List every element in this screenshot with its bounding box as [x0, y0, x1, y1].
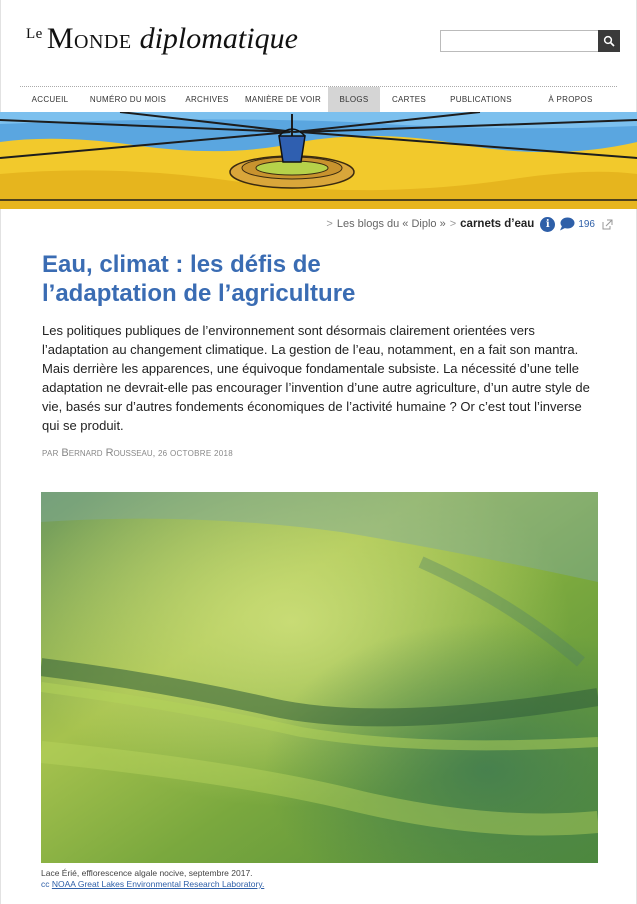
logo-le: Le	[26, 26, 43, 42]
nav-item-accueil[interactable]: ACCUEIL	[31, 95, 69, 104]
article-photo	[41, 492, 598, 863]
article-title-line: l’adaptation de l’agriculture	[42, 280, 356, 307]
breadcrumb-current-blog[interactable]: carnets d’eau	[460, 218, 535, 230]
caption-license: cc	[41, 879, 50, 889]
magnifier-icon	[603, 35, 615, 47]
nav-item-cartes[interactable]: CARTES	[391, 95, 427, 104]
nav-item-maniere-de-voir[interactable]: MANIÈRE DE VOIR	[244, 95, 322, 104]
search-button[interactable]	[598, 30, 620, 52]
logo-diplomatique: diplomatique	[139, 22, 298, 55]
info-icon[interactable]: i	[540, 217, 555, 232]
nav-item-a-propos[interactable]: À PROPOS	[548, 95, 593, 104]
comments-link[interactable]	[559, 217, 595, 231]
site-logo[interactable]	[26, 22, 298, 56]
blog-banner-illustration	[0, 112, 637, 209]
article-title	[42, 250, 602, 308]
breadcrumb-separator: >	[326, 218, 333, 230]
nav-item-publications[interactable]: PUBLICATIONS	[450, 95, 512, 104]
comment-count: 196	[578, 218, 595, 230]
search-input[interactable]	[441, 31, 598, 51]
breadcrumb	[322, 215, 613, 233]
article-lead: Les politiques publiques de l’environnement sont désormais clairement orientées vers l’adaptation au changement climatique. La gestion de l’eau, notamment, en a fait son mantra. Mais derrière les apparences, une équivoque fondamentale subsiste. La nécessité d’une telle adaptation ne devrait-elle pas encourager l’invention d’une autre agriculture, d’un autre style de vie, basés sur d’autres fondements économiques de l’activité humaine ? Or c’est tout l’inverse qui se produit.	[42, 323, 590, 433]
breadcrumb-separator: >	[449, 218, 457, 230]
search-box	[440, 30, 620, 52]
byline-date: 26 OCTOBRE 2018	[157, 449, 233, 458]
nav-item-blogs[interactable]: BLOGS	[328, 87, 380, 112]
byline-author[interactable]: Bernard Rousseau	[61, 447, 153, 459]
article-byline: PAR Bernard Rousseau, 26 OCTOBRE 2018	[42, 447, 233, 459]
external-link-icon	[602, 219, 613, 230]
external-link-button[interactable]	[602, 219, 613, 230]
photo-caption	[41, 868, 264, 890]
main-nav	[20, 86, 617, 112]
byline-par: PAR	[42, 449, 59, 458]
caption-credit-link[interactable]: NOAA Great Lakes Environmental Research Laboratory.	[51, 879, 265, 889]
caption-text: Lace Érié, efflorescence algale nocive, septembre 2017.	[41, 868, 253, 878]
logo-monde: Monde	[46, 22, 132, 55]
breadcrumb-blogs-link[interactable]: Les blogs du « Diplo »	[336, 218, 446, 230]
article-title-line: Eau, climat : les défis de	[42, 251, 321, 278]
nav-item-archives[interactable]: ARCHIVES	[185, 95, 229, 104]
speech-bubble-icon	[559, 217, 575, 231]
nav-item-numero-du-mois[interactable]: NUMÉRO DU MOIS	[89, 95, 167, 104]
